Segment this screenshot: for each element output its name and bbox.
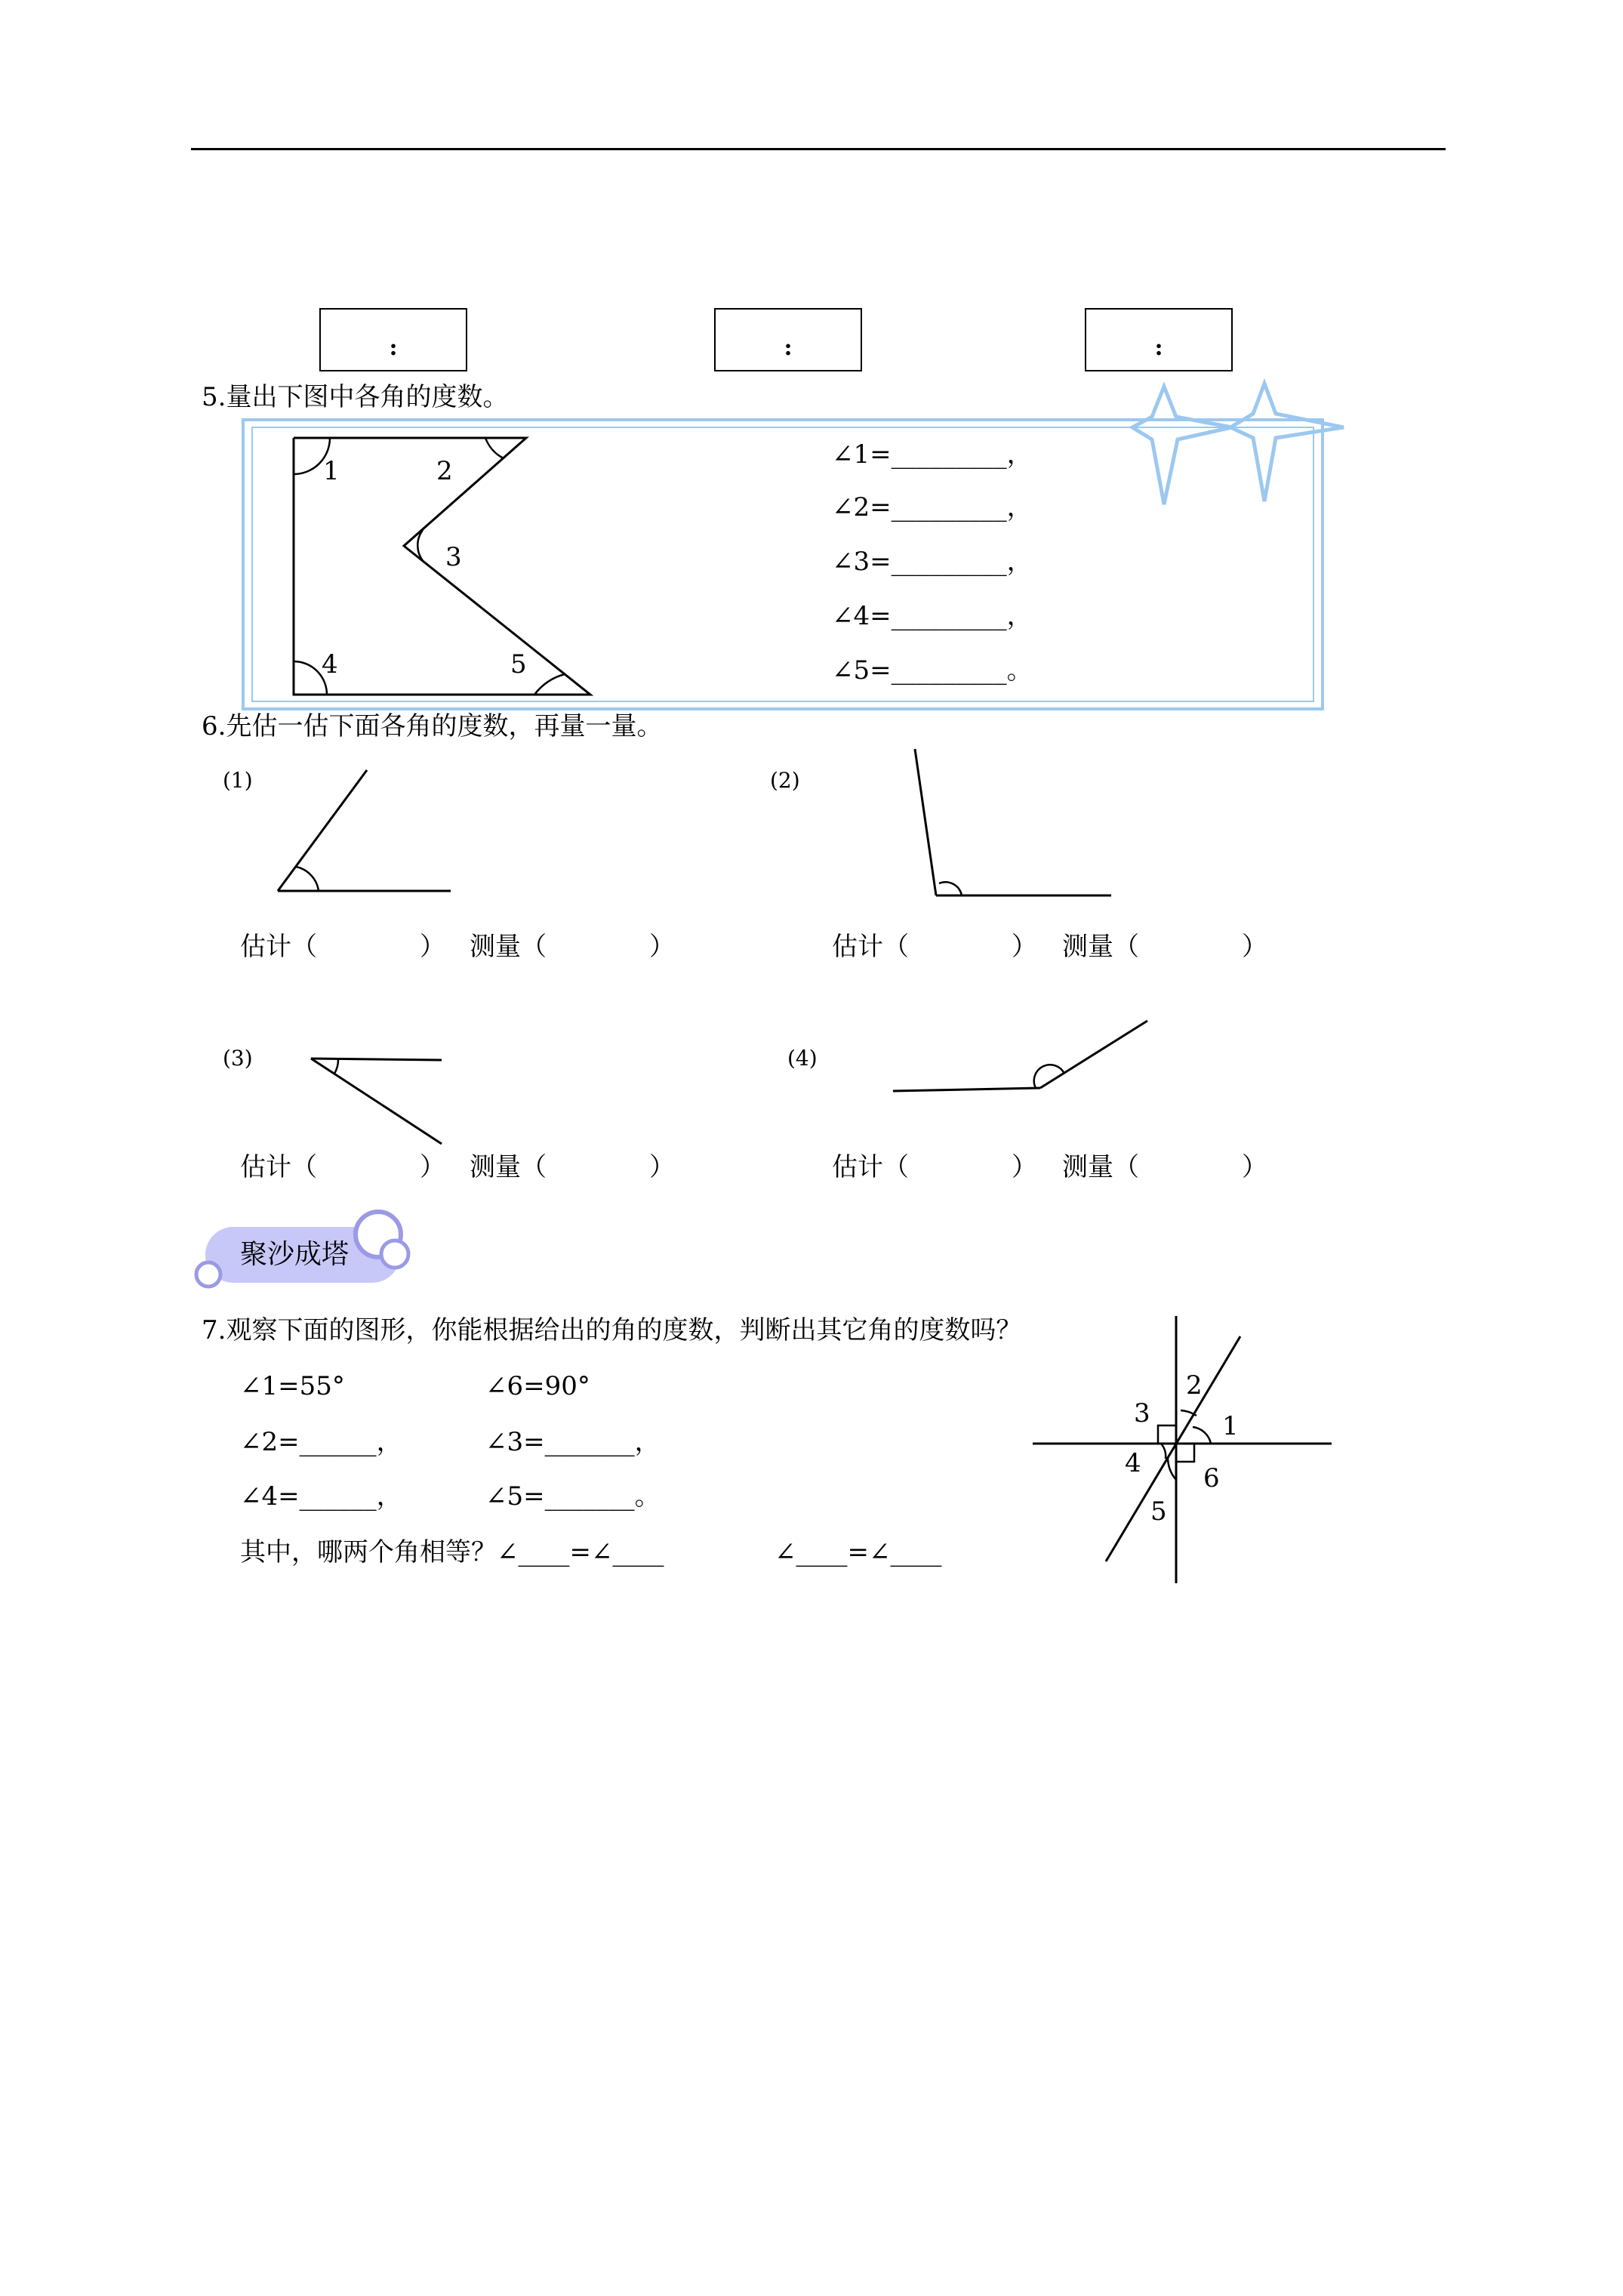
q6-item1-measure: 测量（ ） [470,932,675,962]
q6-item1-estimate: 估计（ ） [240,932,445,962]
q6-item2-number: (2) [770,768,800,793]
q7-title: 7.观察下面的图形，你能根据给出的角的度数，判断出其它角的度数吗？ [202,1315,1022,1345]
q6-item1-number: (1) [223,768,253,793]
q7-angle-label-2: 2 [1186,1370,1203,1401]
q5-angle-label-5: 5 [510,649,527,680]
q7-angle-label-5: 5 [1150,1496,1167,1527]
q5-angle-label-4: 4 [322,649,338,680]
q7-given-angle-1: ∠1=55° [240,1371,345,1401]
q6-item2-estimate: 估计（ ） [832,932,1037,962]
q5-answer-1: ∠1=_________， [832,439,1033,470]
box-label: : [784,334,793,361]
q5-answer-2: ∠2=_________， [832,492,1033,522]
q7-answer-2: ∠2=______， [240,1427,402,1457]
q6-title: 6.先估一估下面各角的度数，再量一量。 [202,711,663,741]
q7-angle-label-1: 1 [1222,1411,1239,1441]
q7-equal-angles-1: 其中，哪两个角相等？∠____=∠____ [240,1537,664,1567]
q6-item4-measure: 测量（ ） [1062,1152,1267,1182]
section-badge-label: 聚沙成塔 [240,1239,350,1270]
box-label: : [1154,334,1163,361]
q7-angle-label-4: 4 [1125,1448,1141,1478]
q5-angle-label-3: 3 [445,542,462,572]
q6-item3-number: (3) [223,1046,253,1071]
q7-given-angle-6: ∠6=90° [485,1371,590,1401]
q5-angle-label-1: 1 [323,456,340,486]
q6-item2-measure: 测量（ ） [1062,932,1267,962]
q5-answer-3: ∠3=_________， [832,547,1033,577]
q5-answer-5: ∠5=_________。 [832,655,1033,686]
q6-item3-estimate: 估计（ ） [240,1152,445,1182]
q5-angle-label-2: 2 [436,456,453,486]
q6-item4-number: (4) [787,1046,818,1071]
q5-title: 5.量出下图中各角的度数。 [202,382,509,412]
q7-answer-5: ∠5=_______。 [485,1481,661,1512]
q6-item3-measure: 测量（ ） [470,1152,675,1182]
q7-answer-3: ∠3=_______， [485,1427,661,1457]
q7-angle-label-6: 6 [1203,1463,1220,1493]
q7-angle-label-3: 3 [1134,1398,1150,1428]
box-label: : [389,334,398,361]
q6-item4-estimate: 估计（ ） [832,1152,1037,1182]
q7-equal-angles-2: ∠____=∠____ [775,1537,942,1567]
q5-answer-4: ∠4=_________， [832,601,1033,631]
q7-answer-4: ∠4=______， [240,1481,402,1512]
